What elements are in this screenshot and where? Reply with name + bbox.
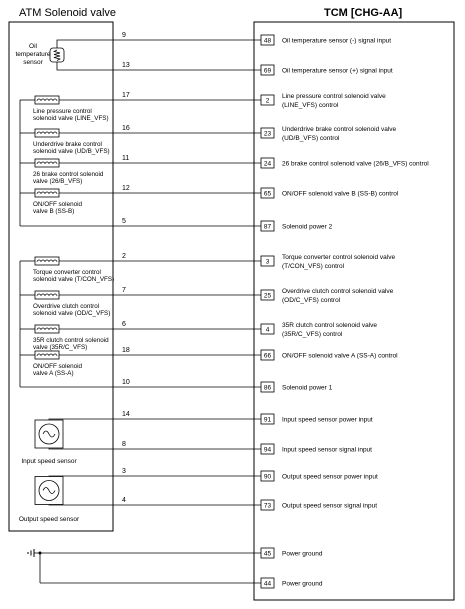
tcm-signal-label: (LINE_VFS) control — [282, 102, 339, 109]
tcm-pin-4: 4 — [265, 326, 270, 334]
solenoid-coil-icon — [35, 291, 59, 299]
wire-number-11: 11 — [122, 155, 130, 162]
wire-number-16: 16 — [122, 125, 130, 132]
solenoid-coil-icon — [35, 159, 59, 167]
solenoid-coil-icon — [35, 325, 59, 333]
solenoid-label: 35R clutch control solenoid — [33, 337, 109, 344]
tcm-signal-label: Power ground — [282, 580, 323, 588]
wire-number-10: 10 — [122, 379, 130, 386]
tcm-signal-label: (UD/B_VFS) control — [282, 135, 340, 142]
junction-dot — [39, 552, 42, 555]
oil-sensor-label: Oil — [29, 43, 37, 50]
wire-number-8: 8 — [122, 441, 126, 448]
solenoid-label: solenoid valve (T/CON_VFS) — [33, 276, 115, 283]
solenoid-label: Line pressure control — [33, 108, 92, 115]
solenoid-label: solenoid valve (UD/B_VFS) — [33, 148, 110, 155]
tcm-signal-label: 35R clutch control solenoid valve — [282, 322, 378, 329]
oil-sensor-label: temperature — [15, 51, 51, 58]
tcm-pin-44: 44 — [263, 580, 272, 588]
solenoid-label: valve A (SS-A) — [33, 370, 74, 377]
tcm-pin-24: 24 — [263, 160, 272, 168]
solenoid-label: Overdrive clutch control — [33, 303, 100, 310]
atm-box-title: ATM Solenoid valve — [19, 7, 117, 19]
solenoid-label: ON/OFF solenoid — [33, 201, 82, 208]
tcm-signal-label: Torque converter control solenoid valve — [282, 254, 396, 261]
solenoid-label: 26 brake control solenoid — [33, 171, 104, 178]
wire-number-18: 18 — [122, 347, 130, 354]
solenoid-coil-icon — [35, 189, 59, 197]
solenoid-label: Torque converter control — [33, 269, 101, 276]
tcm-signal-label: Underdrive brake control solenoid valve — [282, 126, 397, 133]
solenoid-coil-icon — [35, 257, 59, 265]
output-speed-sensor-label: Output speed sensor — [18, 516, 80, 523]
input-speed-sensor-label: Input speed sensor — [21, 458, 77, 465]
tcm-signal-label: Power ground — [282, 550, 323, 558]
tcm-signal-label: Input speed sensor signal input — [282, 446, 372, 454]
solenoid-label: solenoid valve (OD/C_VFS) — [33, 310, 111, 317]
wire-number-12: 12 — [122, 185, 130, 192]
tcm-signal-label: Solenoid power 1 — [282, 384, 333, 392]
tcm-pin-23: 23 — [263, 130, 272, 138]
tcm-box-title: TCM [CHG-AA] — [324, 7, 403, 19]
tcm-signal-label: (T/CON_VFS) control — [282, 263, 345, 270]
tcm-signal-label: Solenoid power 2 — [282, 223, 333, 231]
wire-number-13: 13 — [122, 62, 130, 69]
tcm-pin-25: 25 — [263, 292, 272, 300]
oil-sensor-label: sensor — [23, 59, 43, 66]
tcm-signal-label: (35R/C_VFS) control — [282, 331, 343, 338]
tcm-signal-label: Overdrive clutch control solenoid valve — [282, 288, 394, 295]
tcm-pin-69: 69 — [263, 67, 272, 75]
solenoid-label: solenoid valve (LINE_VFS) — [33, 115, 109, 122]
solenoid-label: Underdrive brake control — [33, 141, 102, 148]
solenoid-coil-icon — [35, 129, 59, 137]
tcm-signal-label: Oil temperature sensor (+) signal input — [282, 67, 393, 75]
tcm-pin-73: 73 — [263, 502, 272, 510]
wire-number-2: 2 — [122, 253, 126, 260]
wire-number-9: 9 — [122, 32, 126, 39]
tcm-signal-label: ON/OFF solenoid valve B (SS-B) control — [282, 190, 399, 198]
tcm-pin-48: 48 — [263, 37, 272, 45]
tcm-pin-2: 2 — [265, 97, 270, 105]
tcm-signal-label: Line pressure control solenoid valve — [282, 93, 386, 100]
tcm-pin-90: 90 — [263, 473, 272, 481]
wire-number-5: 5 — [122, 218, 126, 225]
solenoid-label: valve (35R/C_VFS) — [33, 344, 88, 351]
tcm-pin-86: 86 — [263, 384, 272, 392]
tcm-signal-label: Output speed sensor power input — [282, 473, 378, 481]
tcm-pin-87: 87 — [263, 223, 272, 231]
tcm-pin-45: 45 — [263, 550, 272, 558]
tcm-pin-94: 94 — [263, 446, 272, 454]
tcm-signal-label: Oil temperature sensor (-) signal input — [282, 37, 392, 45]
tcm-pin-3: 3 — [265, 258, 270, 266]
tcm-signal-label: Input speed sensor power input — [282, 416, 373, 424]
wire-number-4: 4 — [122, 497, 126, 504]
oil-sensor-wire — [57, 62, 113, 70]
solenoid-label: ON/OFF solenoid — [33, 363, 82, 370]
tcm-signal-label: 26 brake control solenoid valve (26/B_VFS) control — [282, 160, 429, 168]
wire-number-3: 3 — [122, 468, 126, 475]
oil-sensor-wire — [57, 40, 113, 48]
solenoid-label: valve (26/B_VFS) — [33, 178, 83, 185]
wire-number-7: 7 — [122, 287, 126, 294]
solenoid-coil-icon — [35, 351, 59, 359]
tcm-pin-66: 66 — [263, 352, 272, 360]
labels-group — [15, 32, 429, 588]
solenoid-label: valve B (SS-B) — [33, 208, 75, 215]
tcm-signal-label: ON/OFF solenoid valve A (SS-A) control — [282, 352, 398, 360]
wire-number-14: 14 — [122, 411, 130, 418]
tcm-signal-label: (OD/C_VFS) control — [282, 297, 341, 304]
tcm-pin-65: 65 — [263, 190, 272, 198]
tcm-signal-label: Output speed sensor signal input — [282, 502, 378, 510]
wire-number-17: 17 — [122, 92, 130, 99]
wire-number-6: 6 — [122, 321, 126, 328]
solenoid-coil-icon — [35, 96, 59, 104]
tcm-pin-91: 91 — [263, 416, 272, 424]
